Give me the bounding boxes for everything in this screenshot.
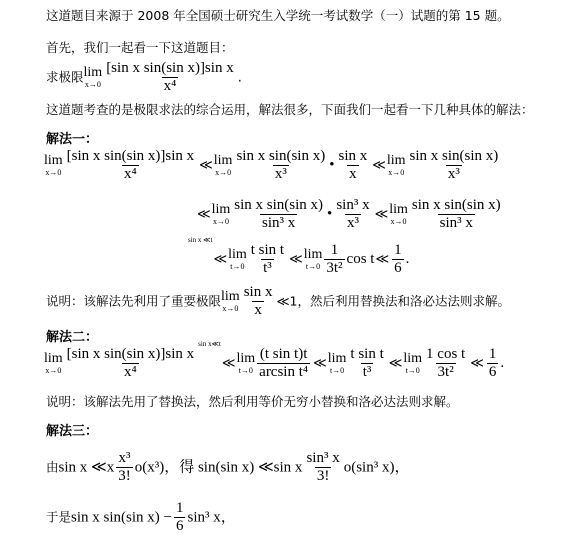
question-line <box>46 60 242 96</box>
method-1-heading: 解法一： <box>46 132 99 147</box>
intro-paragraph-2: 首先，我们一起看一下这道题目： <box>46 40 234 55</box>
method-1-step-1: lim x→0 $\frac{\text{[sin x sin(sin x)]sin x}}{\text{x⁴}}$ ≪ lim x→0 $\frac{\text{sin x sin(sin x)}}{\text{x³}}$ • $\frac{\text{sin x}}{x}$ ≪ lim x→0 $\frac{\text{sin x sin(sin x)}}{\text{x³}}$ <box>44 148 499 183</box>
method-3-heading: 解法三： <box>46 424 99 439</box>
method-3-step-2: 于是sin x sin(sin x) − $\frac{1}{6}$ sin³ x， <box>46 500 236 535</box>
method-3-step-1: 由sin x ≪x $\frac{\text{x³}}{3!}$ o(x³)，得 sin(sin x) ≪sin x $\frac{\text{sin³ x}}{3!}$ o(sin³ x)， <box>46 450 410 485</box>
limit-operator: lim x→0 <box>83 65 103 90</box>
method-2-heading: 解法二： <box>46 330 99 345</box>
method-1-note: 说明：该解法先利用了重要极限 lim x→0 $\frac{\text{sin x}}{x}$ ≪1，然后利用替换法和洛必达法则求解。 <box>46 284 510 319</box>
question-fraction: $\frac{\text{[sin x sin(sin x)]sin x}}{\text{x⁴}}$ <box>106 60 234 95</box>
method-1-step-2: ≪ lim x→0 $\frac{\text{sin x sin(sin x)}}{\text{sin³ x}}$ • $\frac{\text{sin³ x}}{\text{x³}}$ ≪ lim x→0 $\frac{\text{sin x sin(sin x)}}{\text{sin³ x}}$ <box>197 197 501 232</box>
method-2-step: lim x→0 $\frac{\text{[sin x sin(sin x)]sin x}}{\text{x⁴}}$ $^{sin x≪t}$≪ lim t→0 $\frac{\text{(t sin t)t}}{\text{arcsin t⁴}}$ ≪ lim t→0 $\frac{\text{t sin t}}{\text{t³}}$ ≪ lim t→0 $\frac{\text{1 cos t}}{\text{3t²}}$ ≪ $\frac{1}{6}$ . <box>44 340 505 381</box>
question-prefix: 求极限 <box>46 69 84 85</box>
method-1-step-3: $^{sin x ≪t}$≪ lim t→0 $\frac{\text{t sin t}}{\text{t³}}$ ≪ lim t→0 $\frac{1}{\text{3t²}}$ cos t≪ $\frac{1}{6}$ . <box>188 236 410 277</box>
question-suffix: . <box>237 70 242 86</box>
intro-paragraph-1: 这道题目来源于 2008 年全国硕士研究生入学统一考试数学（一）试题的第 15 题。 <box>46 8 510 23</box>
intro-paragraph-3: 这道题考查的是极限求法的综合运用，解法很多，下面我们一起看一下几种具体的解法： <box>46 102 534 117</box>
method-2-note: 说明：该解法先用了替换法，然后利用等价无穷小替换和洛必达法则求解。 <box>46 394 459 409</box>
